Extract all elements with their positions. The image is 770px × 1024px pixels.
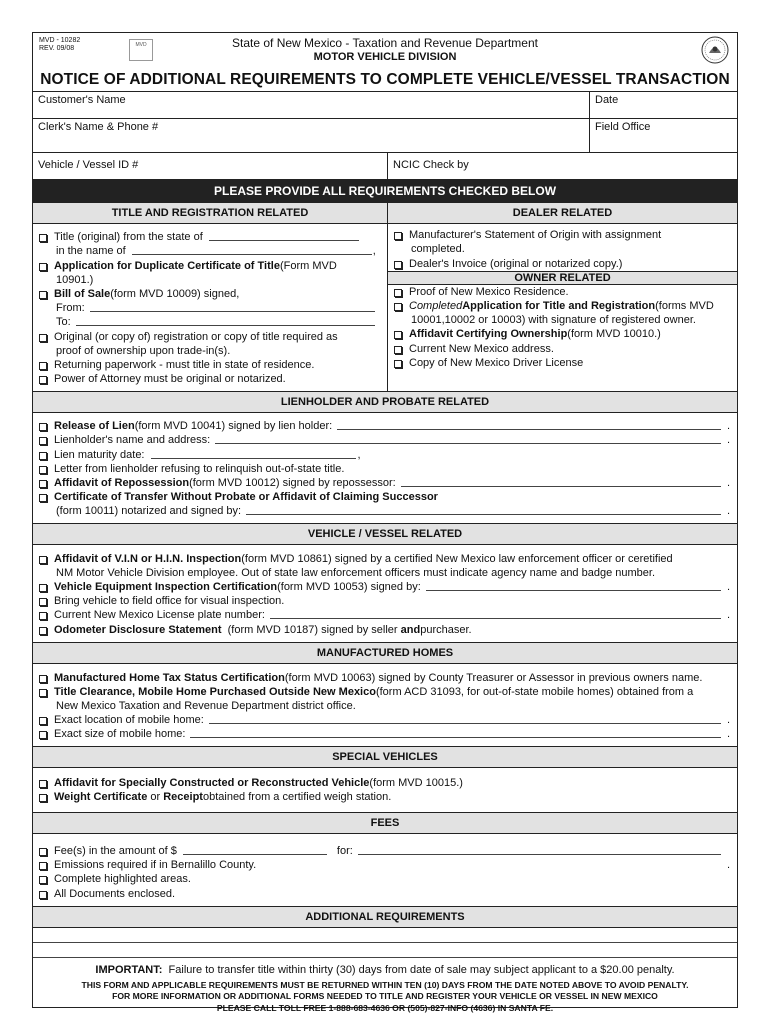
vehicle-vessel-list: [33, 545, 737, 641]
manufactured-homes-list: [33, 664, 737, 747]
checkbox[interactable]: [39, 848, 47, 856]
list-item: From:: [39, 301, 381, 315]
title-dealer-headings: [33, 202, 737, 224]
clerk-field[interactable]: Clerk's Name & Phone #: [38, 121, 159, 133]
checkbox[interactable]: [39, 627, 47, 635]
additional-requirements-heading: ADDITIONAL REQUIREMENTS: [33, 906, 737, 928]
checkbox[interactable]: [39, 556, 47, 564]
mvd-form: [32, 32, 738, 1013]
list-item: Emissions required if in Bernalillo County. .: [39, 858, 731, 872]
department-name: State of New Mexico - Taxation and Revenue Department: [232, 36, 538, 50]
checkbox[interactable]: [39, 362, 47, 370]
list-item: Weight Certificate or Receipt obtained from a certified weigh station.: [39, 790, 731, 804]
list-item: Lien maturity date: ,: [39, 447, 731, 461]
manufactured-homes-heading: MANUFACTURED HOMES: [33, 642, 737, 664]
checkbox[interactable]: [39, 376, 47, 384]
checkbox[interactable]: [394, 289, 402, 297]
checkbox[interactable]: [394, 331, 402, 339]
checkbox[interactable]: [39, 689, 47, 697]
list-item: Completed Application for Title and Registration (forms MVD: [394, 299, 731, 313]
list-item: 10001,10002 or 10003) with signature of registered owner.: [411, 314, 696, 327]
field-office-field[interactable]: Field Office: [589, 119, 737, 152]
header-text: [33, 36, 737, 64]
list-item: Exact location of mobile home: .: [39, 713, 731, 727]
list-item: Vehicle Equipment Inspection Certification (form MVD 10053) signed by: .: [39, 580, 731, 594]
list-item: Copy of New Mexico Driver License: [394, 356, 731, 370]
dealer-owner-list: [387, 224, 737, 391]
checkbox[interactable]: [39, 612, 47, 620]
checkbox[interactable]: [39, 862, 47, 870]
checkbox[interactable]: [39, 291, 47, 299]
checkbox[interactable]: [39, 334, 47, 342]
write-line[interactable]: [33, 943, 737, 958]
state-seal-icon: [701, 36, 729, 64]
return-notice: THIS FORM AND APPLICABLE REQUIREMENTS MUST BE RETURNED WITHIN TEN (10) DAYS FROM THE DATE NOTED ABOVE TO AVOID PENALTY. FOR MORE INFORMATION OR ADDITIONAL FORMS NEEDED TO TITLE AND REGISTER YOUR VEHICLE OR VESSEL IN NEW MEXICO PLEASE CALL TOLL FREE 1-888-683-4636 OR (505)-827-INFO (4636) IN SANTA FE.: [81, 979, 689, 1013]
list-item: Lienholder's name and address: .: [39, 433, 731, 447]
list-item: proof of ownership upon trade-in(s).: [56, 344, 231, 357]
list-item: Title Clearance, Mobile Home Purchased Outside New Mexico (form ACD 31093, for out-of-state mobile homes) obtained from a: [39, 685, 731, 699]
checkbox[interactable]: [394, 346, 402, 354]
checkbox[interactable]: [39, 794, 47, 802]
list-item: completed.: [411, 243, 465, 256]
date-field[interactable]: Date: [589, 92, 737, 118]
list-item: Power of Attorney must be original or notarized.: [39, 372, 381, 386]
list-item: Current New Mexico address.: [394, 341, 731, 355]
division-name: MOTOR VEHICLE DIVISION: [313, 51, 457, 63]
list-item: Application for Duplicate Certificate of Title (Form MVD: [39, 258, 381, 272]
list-item: Odometer Disclosure Statement (form MVD 10187) signed by seller and purchaser.: [39, 622, 731, 636]
checkbox[interactable]: [39, 780, 47, 788]
checkbox[interactable]: [394, 303, 402, 311]
list-item: (form 10011) notarized and signed by: .: [56, 505, 731, 518]
list-item: Title (original) from the state of: [39, 230, 381, 244]
fees-list: [33, 834, 737, 906]
checkbox[interactable]: [39, 437, 47, 445]
title-dealer-section: [33, 224, 737, 391]
vehicle-id-field[interactable]: Vehicle / Vessel ID #: [38, 159, 139, 171]
list-item: Letter from lienholder refusing to relinquish out-of-state title.: [39, 462, 731, 476]
clerk-row: [33, 118, 737, 152]
list-item: New Mexico Taxation and Revenue Department district office.: [56, 700, 356, 713]
list-item: To:: [39, 315, 381, 329]
checkbox[interactable]: [394, 232, 402, 240]
special-vehicles-heading: SPECIAL VEHICLES: [33, 746, 737, 768]
list-item: Current New Mexico License plate number: .: [39, 608, 731, 622]
checkbox[interactable]: [39, 731, 47, 739]
list-item: 10901.): [56, 273, 94, 286]
important-note: IMPORTANT: Failure to transfer title within thirty (30) days from date of sale may subject applicant to a $20.00 penalty.: [95, 963, 675, 976]
lienholder-list: [33, 413, 737, 523]
checkbox[interactable]: [39, 466, 47, 474]
list-item: Manufacturer's Statement of Origin with assignment: [394, 228, 731, 242]
list-item: Fee(s) in the amount of $ for:: [39, 844, 731, 858]
lienholder-heading: LIENHOLDER AND PROBATE RELATED: [33, 391, 737, 413]
checkbox[interactable]: [39, 717, 47, 725]
form-header: [33, 33, 737, 69]
checkbox[interactable]: [39, 263, 47, 271]
checkbox[interactable]: [39, 876, 47, 884]
checkbox[interactable]: [39, 598, 47, 606]
list-item: Affidavit Certifying Ownership (form MVD 10010.): [394, 327, 731, 341]
additional-requirements-lines: [33, 928, 737, 958]
owner-heading: OWNER RELATED: [388, 271, 737, 285]
list-item: Affidavit of V.I.N or H.I.N. Inspection (form MVD 10861) signed by a certified New Mexico law enforcement officer or ceretified: [39, 551, 731, 565]
customer-name-field[interactable]: Customer's Name: [38, 94, 126, 106]
checkbox[interactable]: [39, 452, 47, 460]
ncic-field[interactable]: NCIC Check by: [387, 153, 737, 179]
dealer-heading: DEALER RELATED: [512, 207, 613, 219]
list-item: Proof of New Mexico Residence.: [394, 285, 731, 299]
vehicle-id-row: [33, 152, 737, 179]
list-item: Dealer's Invoice (original or notarized copy.): [394, 256, 731, 270]
list-item: All Documents enclosed.: [39, 886, 731, 900]
form-revision: REV. 09/08: [39, 45, 75, 52]
list-item: Exact size of mobile home: .: [39, 727, 731, 741]
list-item: Bill of Sale (form MVD 10009) signed,: [39, 287, 381, 301]
list-item: Manufactured Home Tax Status Certification (form MVD 10063) signed by County Treasurer or Assessor in previous owners name.: [39, 671, 731, 685]
list-item: Original (or copy of) registration or copy of title required as: [39, 329, 381, 343]
list-item: Release of Lien (form MVD 10041) signed by lien holder: .: [39, 419, 731, 433]
checkbox[interactable]: [39, 494, 47, 502]
requirements-banner: PLEASE PROVIDE ALL REQUIREMENTS CHECKED BELOW: [33, 179, 737, 202]
list-item: NM Motor Vehicle Division employee. Out of state law enforcement officers must indicate agency name and badge number.: [56, 566, 655, 579]
list-item: Affidavit of Repossession (form MVD 10012) signed by repossessor: .: [39, 476, 731, 490]
customer-row: [33, 91, 737, 118]
form-title: NOTICE OF ADDITIONAL REQUIREMENTS TO COMPLETE VEHICLE/VESSEL TRANSACTION: [40, 71, 730, 88]
list-item: Complete highlighted areas.: [39, 872, 731, 886]
list-item: Bring vehicle to field office for visual inspection.: [39, 594, 731, 608]
checkbox[interactable]: [39, 584, 47, 592]
checkbox[interactable]: [39, 891, 47, 899]
special-vehicles-list: [33, 768, 737, 811]
checkbox[interactable]: [39, 675, 47, 683]
form-number: MVD - 10282: [39, 37, 81, 44]
fees-heading: FEES: [33, 812, 737, 834]
vehicle-vessel-heading: VEHICLE / VESSEL RELATED: [33, 523, 737, 545]
title-registration-heading: TITLE AND REGISTRATION RELATED: [33, 203, 388, 223]
list-item: Certificate of Transfer Without Probate or Affidavit of Claiming Successor: [39, 490, 731, 504]
checkbox[interactable]: [39, 234, 47, 242]
list-item: Returning paperwork - must title in state of residence.: [39, 358, 381, 372]
checkbox[interactable]: [394, 360, 402, 368]
title-registration-list: [33, 224, 387, 391]
list-item: in the name of ,: [56, 245, 376, 258]
write-line[interactable]: [33, 928, 737, 943]
checkbox[interactable]: [39, 423, 47, 431]
checkbox[interactable]: [39, 480, 47, 488]
list-item: Affidavit for Specially Constructed or Reconstructed Vehicle (form MVD 10015.): [39, 775, 731, 789]
checkbox[interactable]: [394, 261, 402, 269]
mvd-logo: MVD: [129, 39, 153, 61]
